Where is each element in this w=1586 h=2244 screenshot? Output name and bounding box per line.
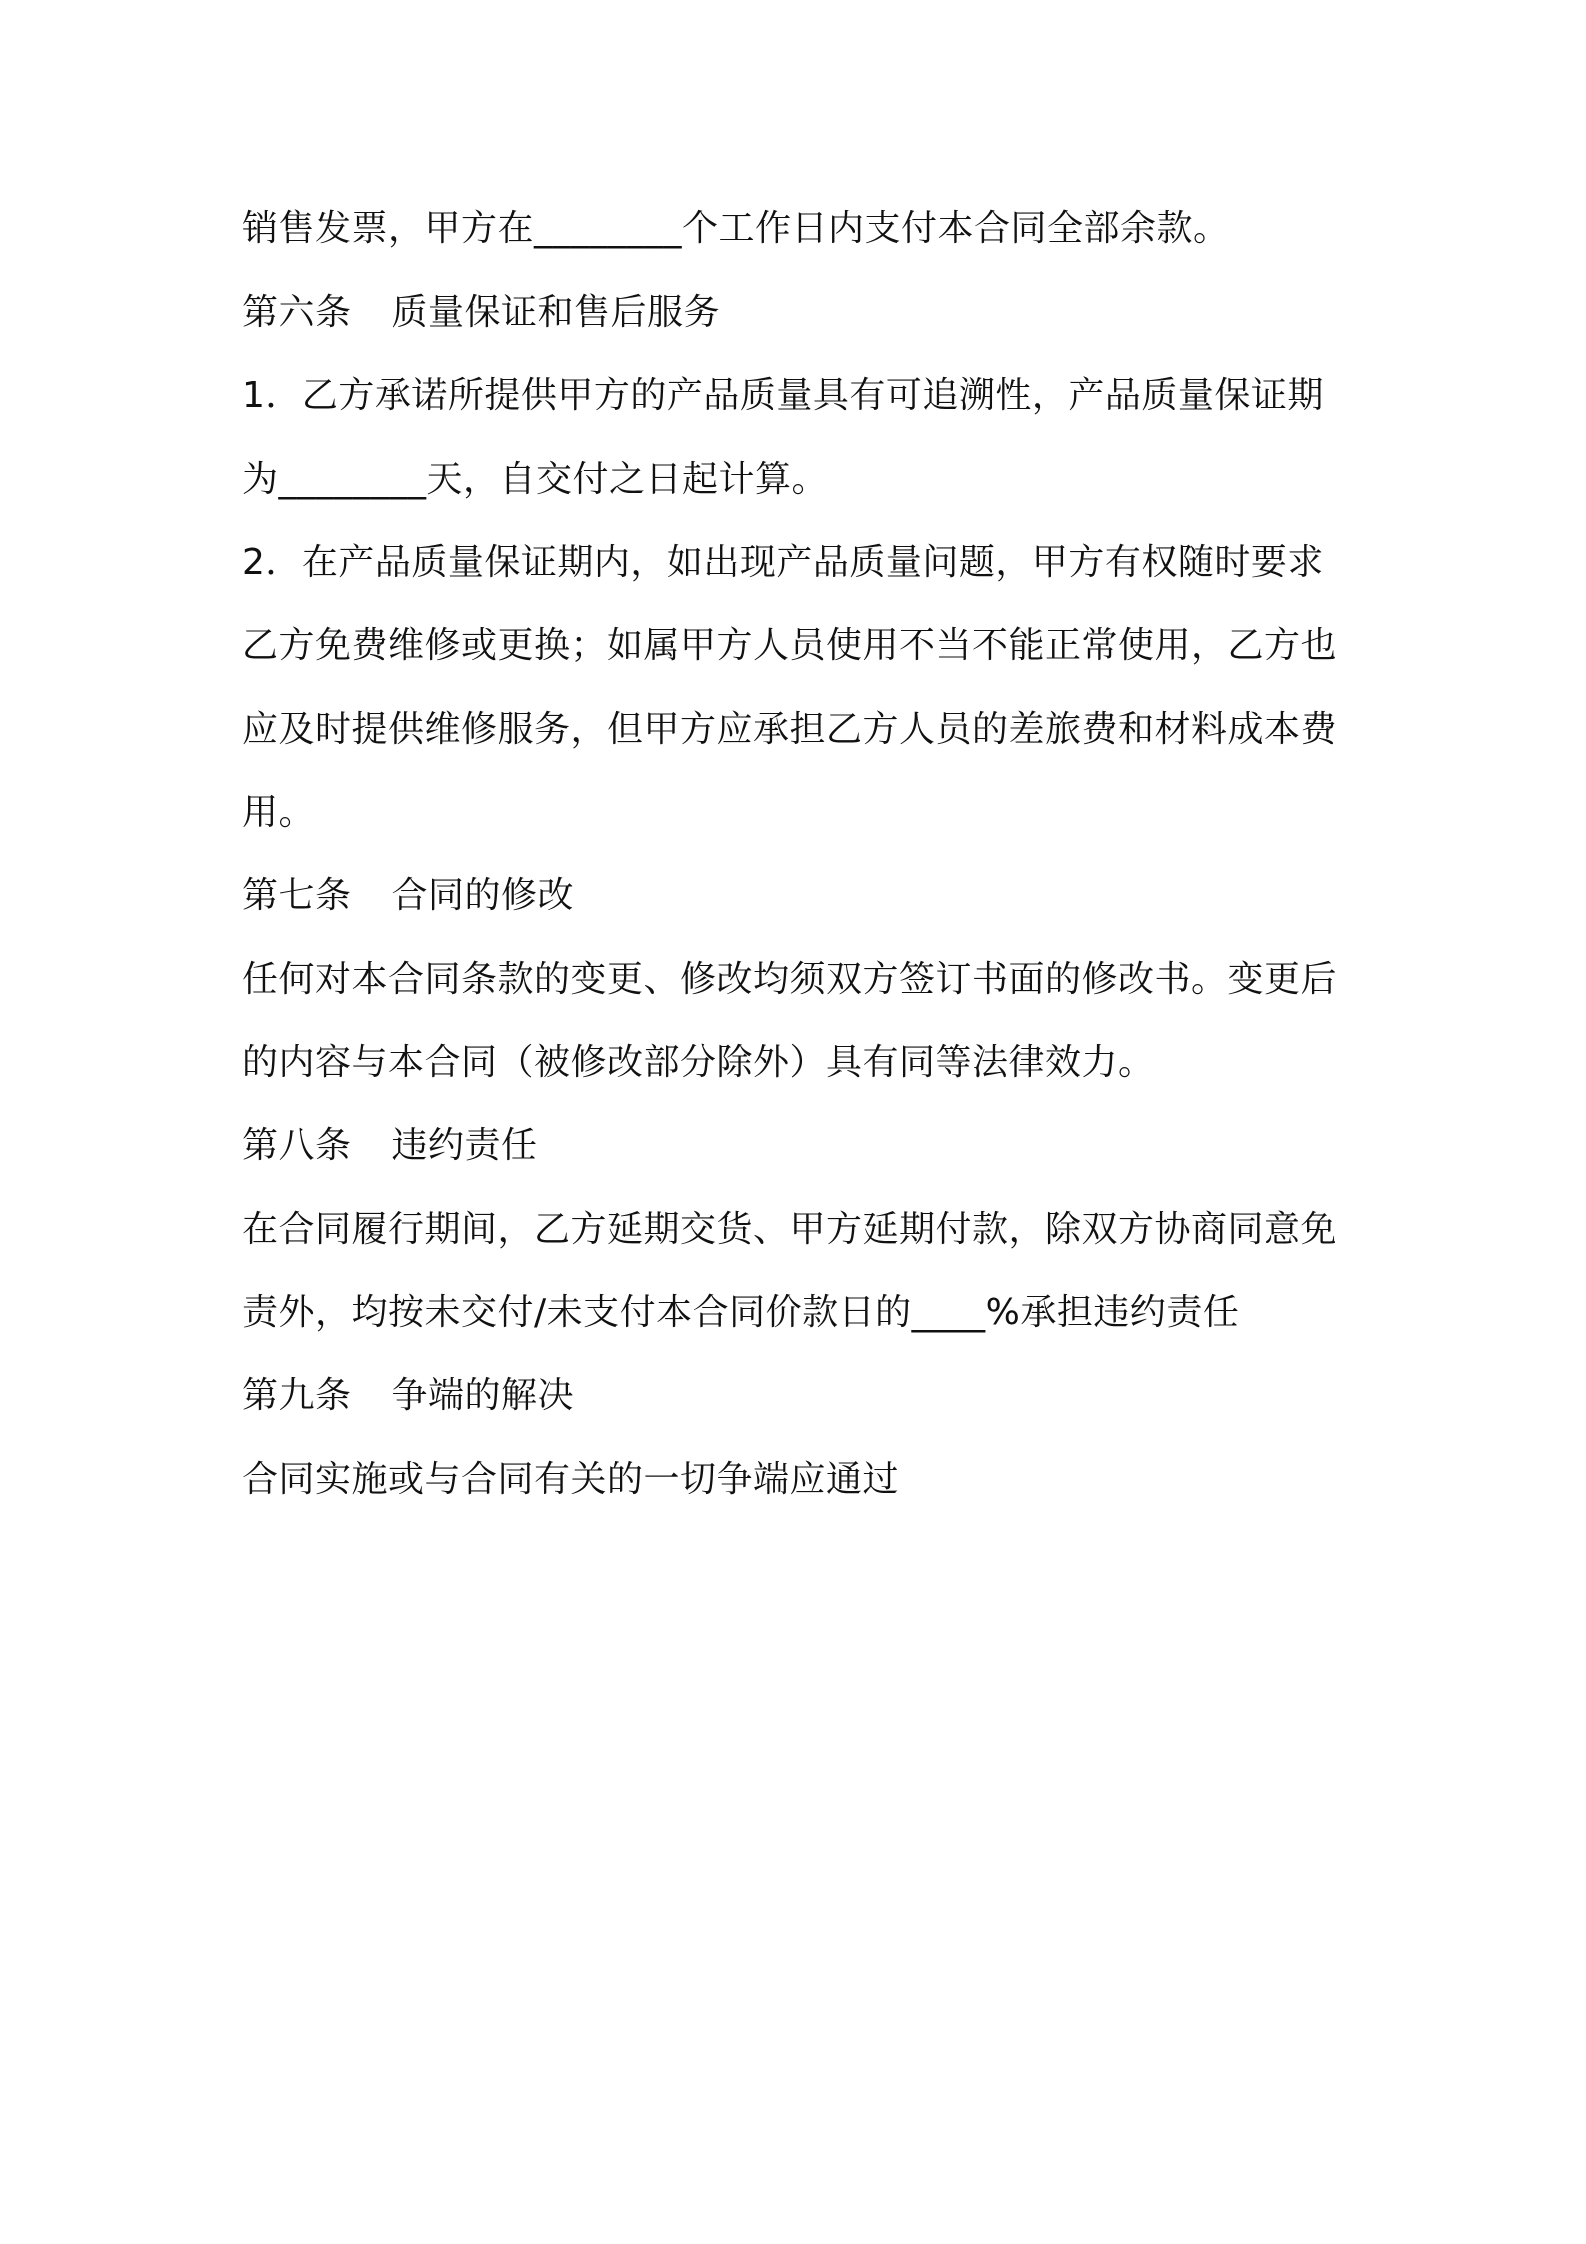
article-heading-9 [242,1372,1362,1420]
article-heading-6 [242,289,1362,337]
paragraph-line: 用。 [242,792,316,833]
paragraph-line: 合同实施或与合同有关的一切争端应通过 [242,1459,900,1500]
paragraph-line: 乙方免费维修或更换；如属甲方人员使用不当不能正常使用，乙方也 [242,625,1338,666]
article-number: 第九条 [242,1375,352,1416]
paragraph-line: 应及时提供维修服务，但甲方应承担乙方人员的差旅费和材料成本费 [242,709,1338,750]
paragraph-line: 责外，均按未交付/未支付本合同价款日的____%承担违约责任 [242,1292,1240,1333]
article-title: 质量保证和售后服务 [391,292,721,333]
article-number: 第八条 [242,1125,352,1166]
article-title: 争端的解决 [391,1375,575,1416]
article-heading-7 [242,872,1362,920]
paragraph-line: 2．在产品质量保证期内，如出现产品质量问题，甲方有权随时要求 [242,542,1324,583]
paragraph-line: 任何对本合同条款的变更、修改均须双方签订书面的修改书。变更后 [242,959,1338,1000]
article-number: 第七条 [242,875,352,916]
article-title: 违约责任 [391,1125,538,1166]
article-number: 第六条 [242,292,352,333]
paragraph-line: 销售发票，甲方在________个工作日内支付本合同全部余款。 [242,208,1230,249]
article-heading-8 [242,1122,1362,1170]
paragraph-line: 1．乙方承诺所提供甲方的产品质量具有可追溯性，产品质量保证期 [242,375,1324,416]
article-title: 合同的修改 [391,875,575,916]
paragraph-line: 在合同履行期间，乙方延期交货、甲方延期付款，除双方协商同意免 [242,1209,1338,1250]
paragraph-line: 为________天，自交付之日起计算。 [242,459,829,500]
paragraph-line: 的内容与本合同（被修改部分除外）具有同等法律效力。 [242,1042,1155,1083]
